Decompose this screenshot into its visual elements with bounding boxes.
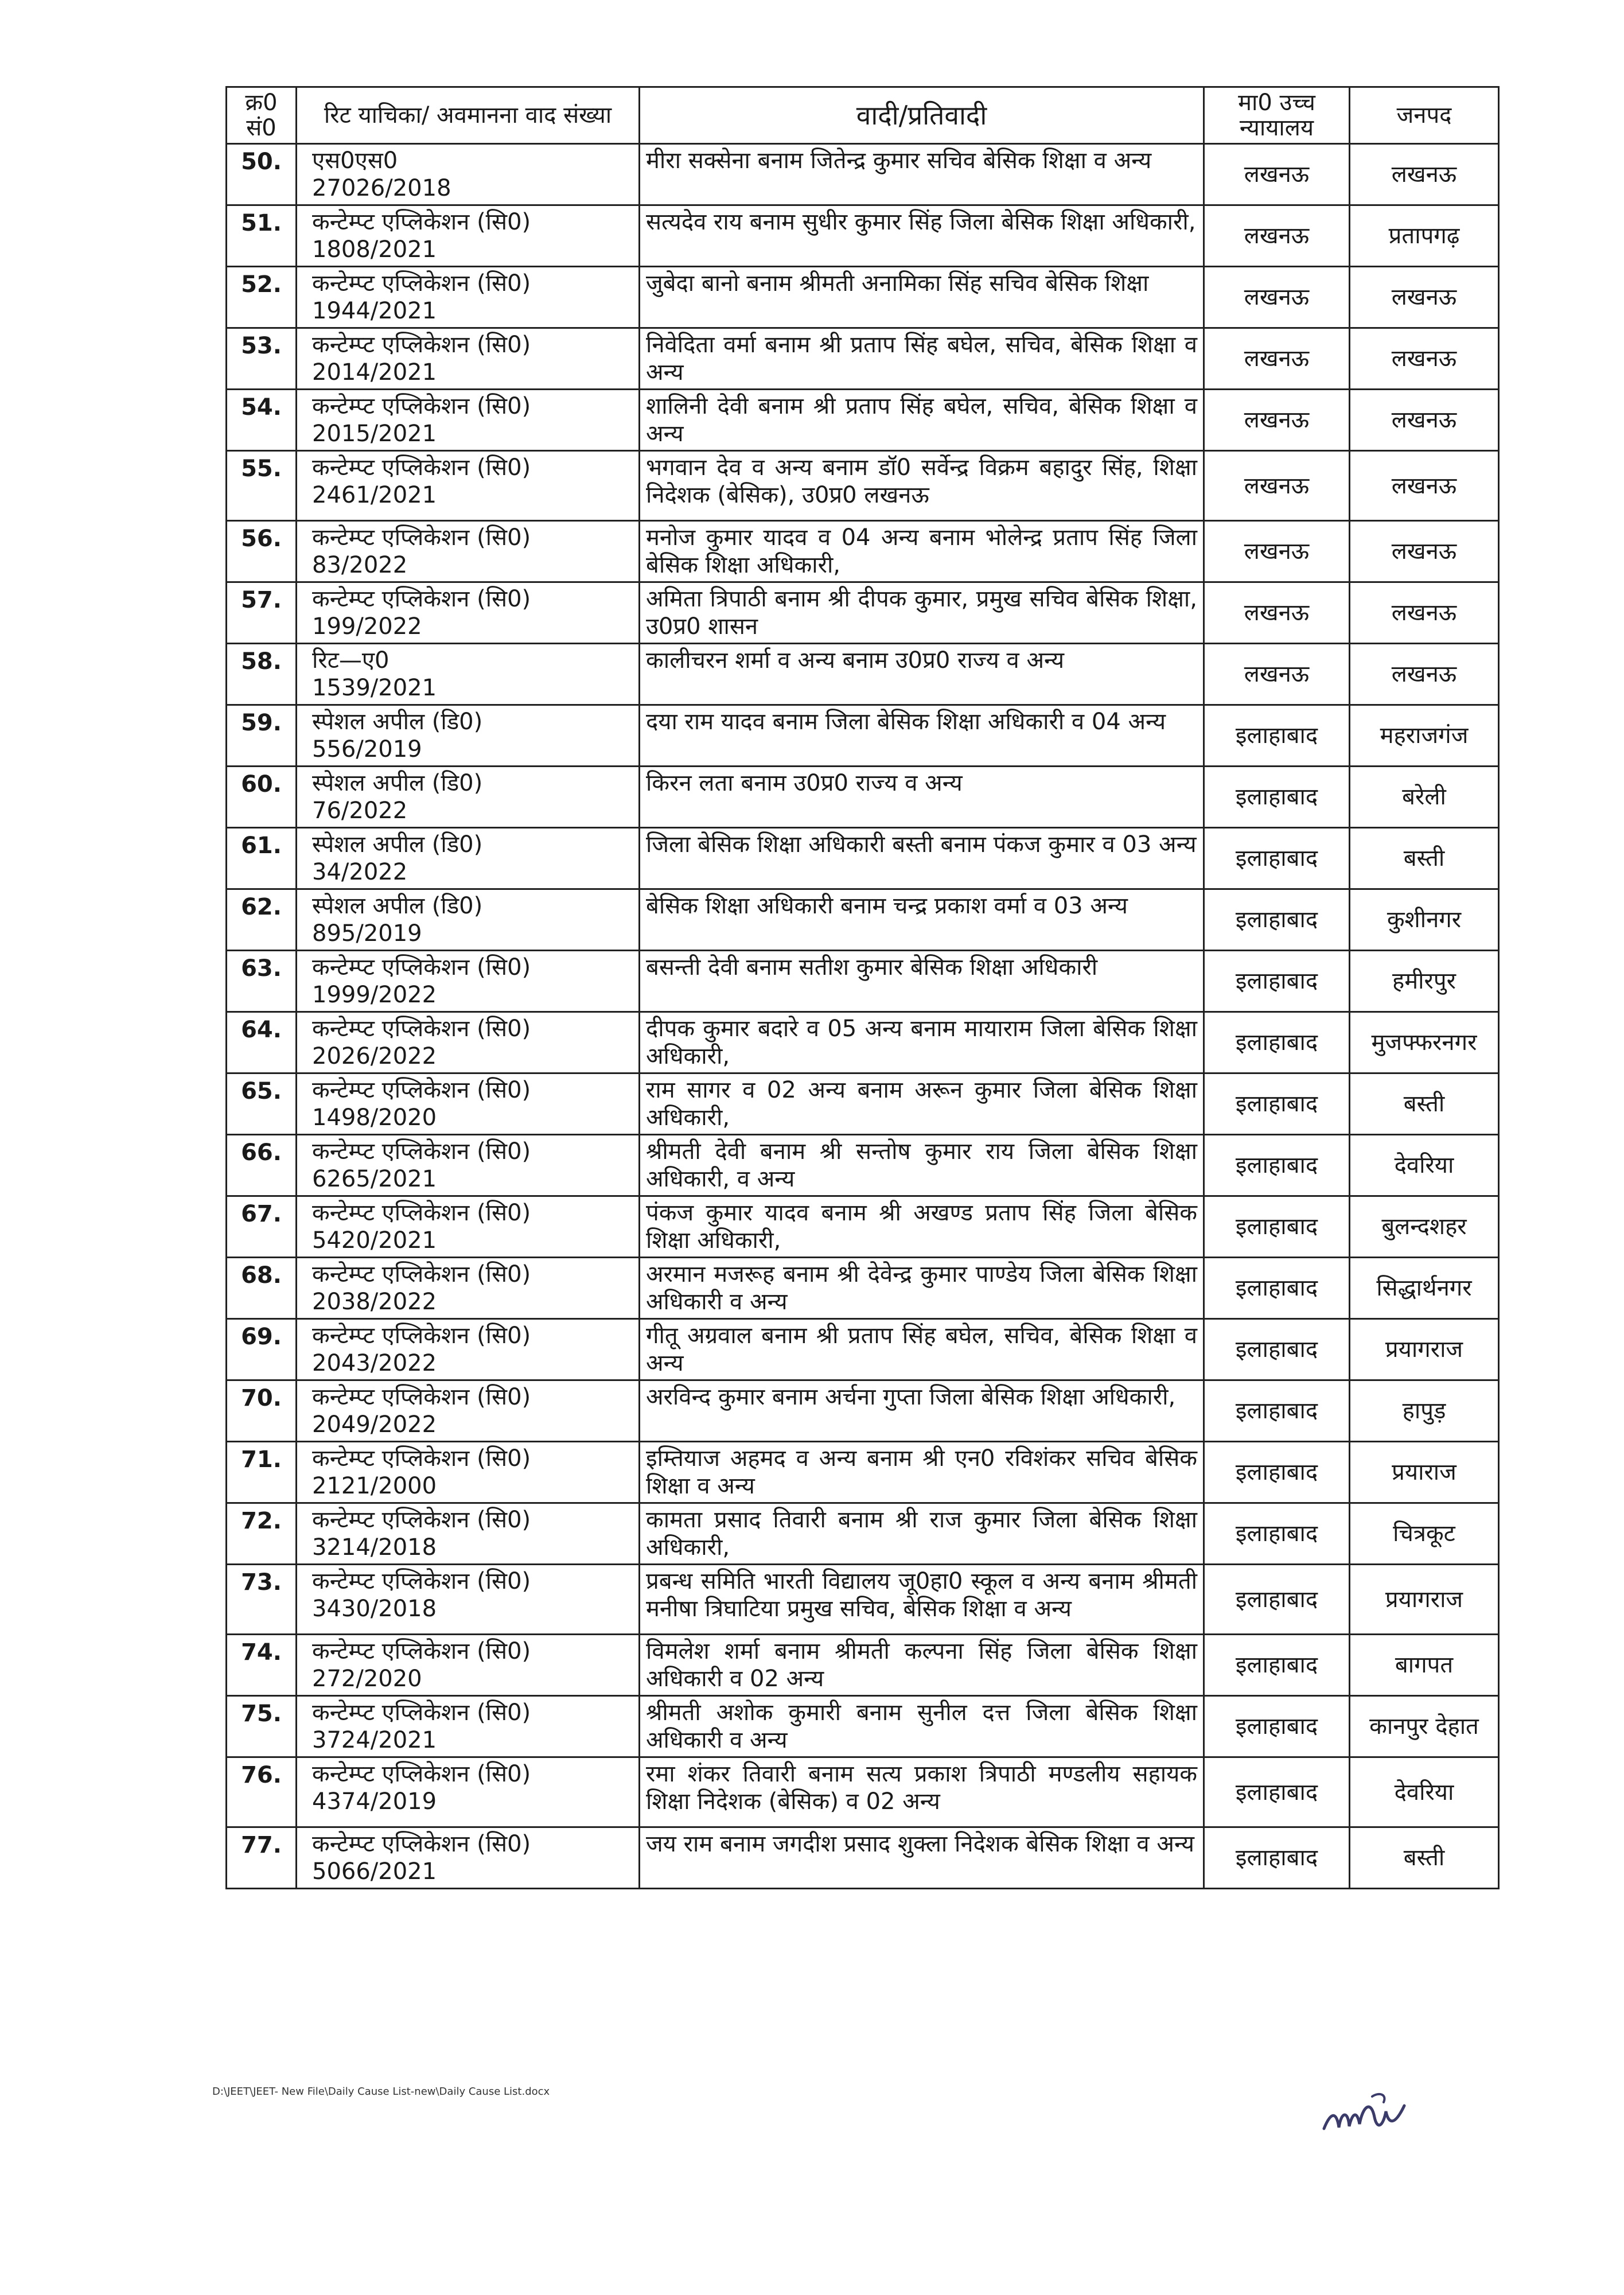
high-court-cell: लखनऊ: [1204, 582, 1350, 644]
case-number-cell: [297, 1135, 640, 1196]
parties-cell: श्रीमती देवी बनाम श्री सन्तोष कुमार राय जिला बेसिक शिक्षा अधिकारी, व अन्य: [640, 1135, 1204, 1196]
district-cell: सिद्धार्थनगर: [1350, 1258, 1499, 1319]
serial-number-cell: 64.: [227, 1012, 297, 1073]
parties-cell: कामता प्रसाद तिवारी बनाम श्री राज कुमार जिला बेसिक शिक्षा अधिकारी,: [640, 1503, 1204, 1565]
case-type: कन्टेम्प्ट एप्लिकेशन (सि0): [312, 954, 531, 981]
district-cell: देवरिया: [1350, 1757, 1499, 1827]
parties-cell: अरविन्द कुमार बनाम अर्चना गुप्ता जिला बेसिक शिक्षा अधिकारी,: [640, 1380, 1204, 1442]
high-court-cell: लखनऊ: [1204, 451, 1350, 521]
serial-number-cell: 54.: [227, 390, 297, 451]
case-type: कन्टेम्प्ट एप्लिकेशन (सि0): [312, 1568, 531, 1594]
district-cell: प्रयागराज: [1350, 1565, 1499, 1635]
parties-cell: रमा शंकर तिवारी बनाम सत्य प्रकाश त्रिपाठी मण्डलीय सहायक शिक्षा निदेशक (बेसिक) व 02 अन्य: [640, 1757, 1204, 1827]
case-number-cell: [297, 521, 640, 582]
case-type: स्पेशल अपील (डि0): [312, 709, 483, 735]
serial-number-cell: 77.: [227, 1827, 297, 1889]
case-number-cell: [297, 951, 640, 1012]
case-type: कन्टेम्प्ट एप्लिकेशन (सि0): [312, 1445, 531, 1472]
serial-number-cell: 52.: [227, 267, 297, 328]
case-number: 2121/2000: [312, 1473, 437, 1499]
high-court-cell: इलाहाबाद: [1204, 1319, 1350, 1380]
case-number: 6265/2021: [312, 1166, 437, 1192]
district-cell: प्रतापगढ़: [1350, 205, 1499, 267]
serial-number-cell: 50.: [227, 144, 297, 205]
serial-number-cell: 58.: [227, 644, 297, 705]
parties-cell: मीरा सक्सेना बनाम जितेन्द्र कुमार सचिव बेसिक शिक्षा व अन्य: [640, 144, 1204, 205]
table-row: [227, 1442, 1499, 1503]
case-number-cell: [297, 1012, 640, 1073]
high-court-cell: इलाहाबाद: [1204, 828, 1350, 889]
district-cell: चित्रकूट: [1350, 1503, 1499, 1565]
case-type: कन्टेम्प्ट एप्लिकेशन (सि0): [312, 1138, 531, 1165]
parties-cell: दया राम यादव बनाम जिला बेसिक शिक्षा अधिकारी व 04 अन्य: [640, 705, 1204, 767]
table-row: [227, 1565, 1499, 1635]
case-type: कन्टेम्प्ट एप्लिकेशन (सि0): [312, 270, 531, 297]
high-court-cell: इलाहाबाद: [1204, 951, 1350, 1012]
table-row: [227, 951, 1499, 1012]
district-cell: बस्ती: [1350, 828, 1499, 889]
high-court-cell: इलाहाबाद: [1204, 1696, 1350, 1757]
high-court-cell: इलाहाबाद: [1204, 1565, 1350, 1635]
case-type: कन्टेम्प्ट एप्लिकेशन (सि0): [312, 1699, 531, 1726]
case-number-cell: [297, 390, 640, 451]
serial-number-cell: 60.: [227, 767, 297, 828]
case-number: 3430/2018: [312, 1596, 437, 1622]
parties-cell: किरन लता बनाम उ0प्र0 राज्य व अन्य: [640, 767, 1204, 828]
high-court-cell: इलाहाबाद: [1204, 889, 1350, 951]
high-court-cell: लखनऊ: [1204, 328, 1350, 390]
header-high-court: मा0 उच्च न्यायालय: [1204, 87, 1350, 144]
serial-number-cell: 71.: [227, 1442, 297, 1503]
parties-cell: निवेदिता वर्मा बनाम श्री प्रताप सिंह बघेल, सचिव, बेसिक शिक्षा व अन्य: [640, 328, 1204, 390]
header-district: जनपद: [1350, 87, 1499, 144]
case-number-cell: [297, 1073, 640, 1135]
case-type: कन्टेम्प्ट एप्लिकेशन (सि0): [312, 1638, 531, 1664]
case-type: रिट—ए0: [312, 647, 390, 674]
district-cell: लखनऊ: [1350, 144, 1499, 205]
parties-cell: प्रबन्ध समिति भारती विद्यालय जू0हा0 स्कूल व अन्य बनाम श्रीमती मनीषा त्रिघाटिया प्रमुख सचिव, बेसिक शिक्षा व अन्य: [640, 1565, 1204, 1635]
case-number-cell: [297, 1696, 640, 1757]
case-number: 199/2022: [312, 613, 422, 640]
table-row: [227, 1757, 1499, 1827]
district-cell: लखनऊ: [1350, 390, 1499, 451]
high-court-cell: इलाहाबाद: [1204, 1503, 1350, 1565]
case-number: 2026/2022: [312, 1043, 437, 1069]
case-number-cell: [297, 1442, 640, 1503]
case-type: कन्टेम्प्ट एप्लिकेशन (सि0): [312, 1077, 531, 1103]
case-number-cell: [297, 644, 640, 705]
district-cell: हापुड़: [1350, 1380, 1499, 1442]
district-cell: लखनऊ: [1350, 328, 1499, 390]
table-row: [227, 144, 1499, 205]
case-type: स्पेशल अपील (डि0): [312, 893, 483, 919]
table-row: [227, 1696, 1499, 1757]
case-number: 1498/2020: [312, 1104, 437, 1131]
high-court-cell: इलाहाबाद: [1204, 767, 1350, 828]
case-number: 1944/2021: [312, 298, 437, 324]
parties-cell: जुबेदा बानो बनाम श्रीमती अनामिका सिंह सचिव बेसिक शिक्षा: [640, 267, 1204, 328]
case-number: 3724/2021: [312, 1727, 437, 1753]
serial-number-cell: 59.: [227, 705, 297, 767]
parties-cell: जिला बेसिक शिक्षा अधिकारी बस्ती बनाम पंकज कुमार व 03 अन्य: [640, 828, 1204, 889]
table-row: [227, 1135, 1499, 1196]
parties-cell: मनोज कुमार यादव व 04 अन्य बनाम भोलेन्द्र प्रताप सिंह जिला बेसिक शिक्षा अधिकारी,: [640, 521, 1204, 582]
serial-number-cell: 62.: [227, 889, 297, 951]
table-row: [227, 521, 1499, 582]
serial-number-cell: 65.: [227, 1073, 297, 1135]
parties-cell: बेसिक शिक्षा अधिकारी बनाम चन्द्र प्रकाश वर्मा व 03 अन्य: [640, 889, 1204, 951]
case-number: 1539/2021: [312, 675, 437, 701]
cause-list-table: [225, 86, 1500, 1889]
parties-cell: जय राम बनाम जगदीश प्रसाद शुक्ला निदेशक बेसिक शिक्षा व अन्य: [640, 1827, 1204, 1889]
high-court-cell: लखनऊ: [1204, 144, 1350, 205]
case-number-cell: [297, 705, 640, 767]
parties-cell: गीतू अग्रवाल बनाम श्री प्रताप सिंह बघेल, सचिव, बेसिक शिक्षा व अन्य: [640, 1319, 1204, 1380]
case-type: कन्टेम्प्ट एप्लिकेशन (सि0): [312, 393, 531, 419]
serial-number-cell: 70.: [227, 1380, 297, 1442]
case-number: 2015/2021: [312, 421, 437, 447]
case-number: 895/2019: [312, 920, 422, 947]
table-row: [227, 582, 1499, 644]
district-cell: प्रयागराज: [1350, 1319, 1499, 1380]
table-row: [227, 328, 1499, 390]
case-number: 2043/2022: [312, 1350, 437, 1376]
table-header-row: [227, 87, 1499, 144]
parties-cell: भगवान देव व अन्य बनाम डॉ0 सर्वेन्द्र विक्रम बहादुर सिंह, शिक्षा निदेशक (बेसिक), उ0प्र0 लखनऊ: [640, 451, 1204, 521]
case-number-cell: [297, 144, 640, 205]
district-cell: बुलन्दशहर: [1350, 1196, 1499, 1258]
case-number-cell: [297, 205, 640, 267]
table-row: [227, 267, 1499, 328]
case-number: 83/2022: [312, 552, 408, 578]
table-row: [227, 1503, 1499, 1565]
high-court-cell: इलाहाबाद: [1204, 1442, 1350, 1503]
footer-file-path: D:\JEET\JEET- New File\Daily Cause List-new\Daily Cause List.docx: [212, 2086, 550, 2098]
high-court-cell: इलाहाबाद: [1204, 1196, 1350, 1258]
case-type: एस0एस0: [312, 147, 398, 174]
parties-cell: दीपक कुमार बदारे व 05 अन्य बनाम मायाराम जिला बेसिक शिक्षा अधिकारी,: [640, 1012, 1204, 1073]
high-court-cell: इलाहाबाद: [1204, 1258, 1350, 1319]
district-cell: प्रयाराज: [1350, 1442, 1499, 1503]
case-number: 2038/2022: [312, 1289, 437, 1315]
case-type: कन्टेम्प्ट एप्लिकेशन (सि0): [312, 1831, 531, 1857]
table-row: [227, 889, 1499, 951]
case-type: कन्टेम्प्ट एप्लिकेशन (सि0): [312, 1761, 531, 1787]
case-type: कन्टेम्प्ट एप्लिकेशन (सि0): [312, 454, 531, 481]
case-number-cell: [297, 767, 640, 828]
table-row: [227, 1012, 1499, 1073]
table-row: [227, 828, 1499, 889]
table-body: [227, 144, 1499, 1889]
serial-number-cell: 69.: [227, 1319, 297, 1380]
district-cell: कुशीनगर: [1350, 889, 1499, 951]
district-cell: बस्ती: [1350, 1073, 1499, 1135]
serial-number-cell: 75.: [227, 1696, 297, 1757]
parties-cell: पंकज कुमार यादव बनाम श्री अखण्ड प्रताप सिंह जिला बेसिक शिक्षा अधिकारी,: [640, 1196, 1204, 1258]
case-number: 5066/2021: [312, 1858, 437, 1885]
case-type: कन्टेम्प्ट एप्लिकेशन (सि0): [312, 1016, 531, 1042]
table-row: [227, 1196, 1499, 1258]
case-number-cell: [297, 1258, 640, 1319]
case-number-cell: [297, 1565, 640, 1635]
case-type: कन्टेम्प्ट एप्लिकेशन (सि0): [312, 524, 531, 551]
case-type: कन्टेम्प्ट एप्लिकेशन (सि0): [312, 1200, 531, 1226]
parties-cell: श्रीमती अशोक कुमारी बनाम सुनील दत्त जिला बेसिक शिक्षा अधिकारी व अन्य: [640, 1696, 1204, 1757]
district-cell: बरेली: [1350, 767, 1499, 828]
case-type: स्पेशल अपील (डि0): [312, 770, 483, 796]
parties-cell: बसन्ती देवी बनाम सतीश कुमार बेसिक शिक्षा अधिकारी: [640, 951, 1204, 1012]
district-cell: लखनऊ: [1350, 521, 1499, 582]
parties-cell: शालिनी देवी बनाम श्री प्रताप सिंह बघेल, सचिव, बेसिक शिक्षा व अन्य: [640, 390, 1204, 451]
parties-cell: राम सागर व 02 अन्य बनाम अरून कुमार जिला बेसिक शिक्षा अधिकारी,: [640, 1073, 1204, 1135]
serial-number-cell: 63.: [227, 951, 297, 1012]
serial-number-cell: 74.: [227, 1635, 297, 1696]
case-type: कन्टेम्प्ट एप्लिकेशन (सि0): [312, 1322, 531, 1349]
table-row: [227, 390, 1499, 451]
case-number: 2014/2021: [312, 359, 437, 386]
district-cell: देवरिया: [1350, 1135, 1499, 1196]
serial-number-cell: 57.: [227, 582, 297, 644]
high-court-cell: इलाहाबाद: [1204, 705, 1350, 767]
district-cell: लखनऊ: [1350, 582, 1499, 644]
case-number: 5420/2021: [312, 1227, 437, 1254]
case-number-cell: [297, 828, 640, 889]
high-court-cell: लखनऊ: [1204, 644, 1350, 705]
table-row: [227, 205, 1499, 267]
header-serial-number: क्र0 सं0: [227, 87, 297, 144]
case-type: कन्टेम्प्ट एप्लिकेशन (सि0): [312, 586, 531, 612]
high-court-cell: इलाहाबाद: [1204, 1135, 1350, 1196]
table-row: [227, 1258, 1499, 1319]
table-row: [227, 1635, 1499, 1696]
header-parties: वादी/प्रतिवादी: [640, 87, 1204, 144]
district-cell: कानपुर देहात: [1350, 1696, 1499, 1757]
case-number-cell: [297, 1196, 640, 1258]
serial-number-cell: 68.: [227, 1258, 297, 1319]
high-court-cell: लखनऊ: [1204, 205, 1350, 267]
district-cell: महराजगंज: [1350, 705, 1499, 767]
parties-cell: इम्तियाज अहमद व अन्य बनाम श्री एन0 रविशंकर सचिव बेसिक शिक्षा व अन्य: [640, 1442, 1204, 1503]
high-court-cell: इलाहाबाद: [1204, 1073, 1350, 1135]
serial-number-cell: 55.: [227, 451, 297, 521]
case-type: कन्टेम्प्ट एप्लिकेशन (सि0): [312, 1507, 531, 1533]
table-row: [227, 1380, 1499, 1442]
case-number-cell: [297, 582, 640, 644]
parties-cell: कालीचरन शर्मा व अन्य बनाम उ0प्र0 राज्य व अन्य: [640, 644, 1204, 705]
case-number-cell: [297, 1757, 640, 1827]
serial-number-cell: 72.: [227, 1503, 297, 1565]
serial-number-cell: 56.: [227, 521, 297, 582]
serial-number-cell: 66.: [227, 1135, 297, 1196]
high-court-cell: लखनऊ: [1204, 267, 1350, 328]
case-number-cell: [297, 1503, 640, 1565]
serial-number-cell: 73.: [227, 1565, 297, 1635]
header-case-number: रिट याचिका/ अवमानना वाद संख्या: [297, 87, 640, 144]
case-number: 1808/2021: [312, 236, 437, 263]
parties-cell: सत्यदेव राय बनाम सुधीर कुमार सिंह जिला बेसिक शिक्षा अधिकारी,: [640, 205, 1204, 267]
table-row: [227, 705, 1499, 767]
district-cell: लखनऊ: [1350, 267, 1499, 328]
serial-number-cell: 61.: [227, 828, 297, 889]
parties-cell: अरमान मजरूह बनाम श्री देवेन्द्र कुमार पाण्डेय जिला बेसिक शिक्षा अधिकारी व अन्य: [640, 1258, 1204, 1319]
case-number: 4374/2019: [312, 1788, 437, 1815]
case-number: 272/2020: [312, 1666, 422, 1692]
high-court-cell: इलाहाबाद: [1204, 1012, 1350, 1073]
case-type: कन्टेम्प्ट एप्लिकेशन (सि0): [312, 1261, 531, 1287]
case-number: 1999/2022: [312, 982, 437, 1008]
parties-cell: विमलेश शर्मा बनाम श्रीमती कल्पना सिंह जिला बेसिक शिक्षा अधिकारी व 02 अन्य: [640, 1635, 1204, 1696]
case-number: 34/2022: [312, 859, 408, 885]
case-number-cell: [297, 1319, 640, 1380]
case-number: 3214/2018: [312, 1534, 437, 1561]
case-number-cell: [297, 1380, 640, 1442]
table-row: [227, 1073, 1499, 1135]
case-number-cell: [297, 1635, 640, 1696]
high-court-cell: लखनऊ: [1204, 521, 1350, 582]
case-type: कन्टेम्प्ट एप्लिकेशन (सि0): [312, 209, 531, 235]
case-number-cell: [297, 267, 640, 328]
case-number: 76/2022: [312, 798, 408, 824]
district-cell: बस्ती: [1350, 1827, 1499, 1889]
high-court-cell: इलाहाबाद: [1204, 1635, 1350, 1696]
case-number: 2049/2022: [312, 1411, 437, 1438]
case-type: कन्टेम्प्ट एप्लिकेशन (सि0): [312, 332, 531, 358]
district-cell: मुजफ्फरनगर: [1350, 1012, 1499, 1073]
table-row: [227, 767, 1499, 828]
parties-cell: अमिता त्रिपाठी बनाम श्री दीपक कुमार, प्रमुख सचिव बेसिक शिक्षा, उ0प्र0 शासन: [640, 582, 1204, 644]
high-court-cell: लखनऊ: [1204, 390, 1350, 451]
signature-mark: [1319, 2088, 1411, 2140]
district-cell: लखनऊ: [1350, 644, 1499, 705]
case-type: कन्टेम्प्ट एप्लिकेशन (सि0): [312, 1384, 531, 1410]
case-number-cell: [297, 328, 640, 390]
serial-number-cell: 51.: [227, 205, 297, 267]
case-number-cell: [297, 451, 640, 521]
case-number: 556/2019: [312, 736, 422, 763]
case-number-cell: [297, 889, 640, 951]
district-cell: हमीरपुर: [1350, 951, 1499, 1012]
district-cell: लखनऊ: [1350, 451, 1499, 521]
case-number: 27026/2018: [312, 175, 451, 201]
high-court-cell: इलाहाबाद: [1204, 1380, 1350, 1442]
case-number: 2461/2021: [312, 482, 437, 508]
high-court-cell: इलाहाबाद: [1204, 1757, 1350, 1827]
serial-number-cell: 67.: [227, 1196, 297, 1258]
serial-number-cell: 76.: [227, 1757, 297, 1827]
high-court-cell: इलाहाबाद: [1204, 1827, 1350, 1889]
table-row: [227, 644, 1499, 705]
district-cell: बागपत: [1350, 1635, 1499, 1696]
serial-number-cell: 53.: [227, 328, 297, 390]
table-row: [227, 451, 1499, 521]
table-row: [227, 1827, 1499, 1889]
case-type: स्पेशल अपील (डि0): [312, 831, 483, 858]
case-number-cell: [297, 1827, 640, 1889]
table-row: [227, 1319, 1499, 1380]
